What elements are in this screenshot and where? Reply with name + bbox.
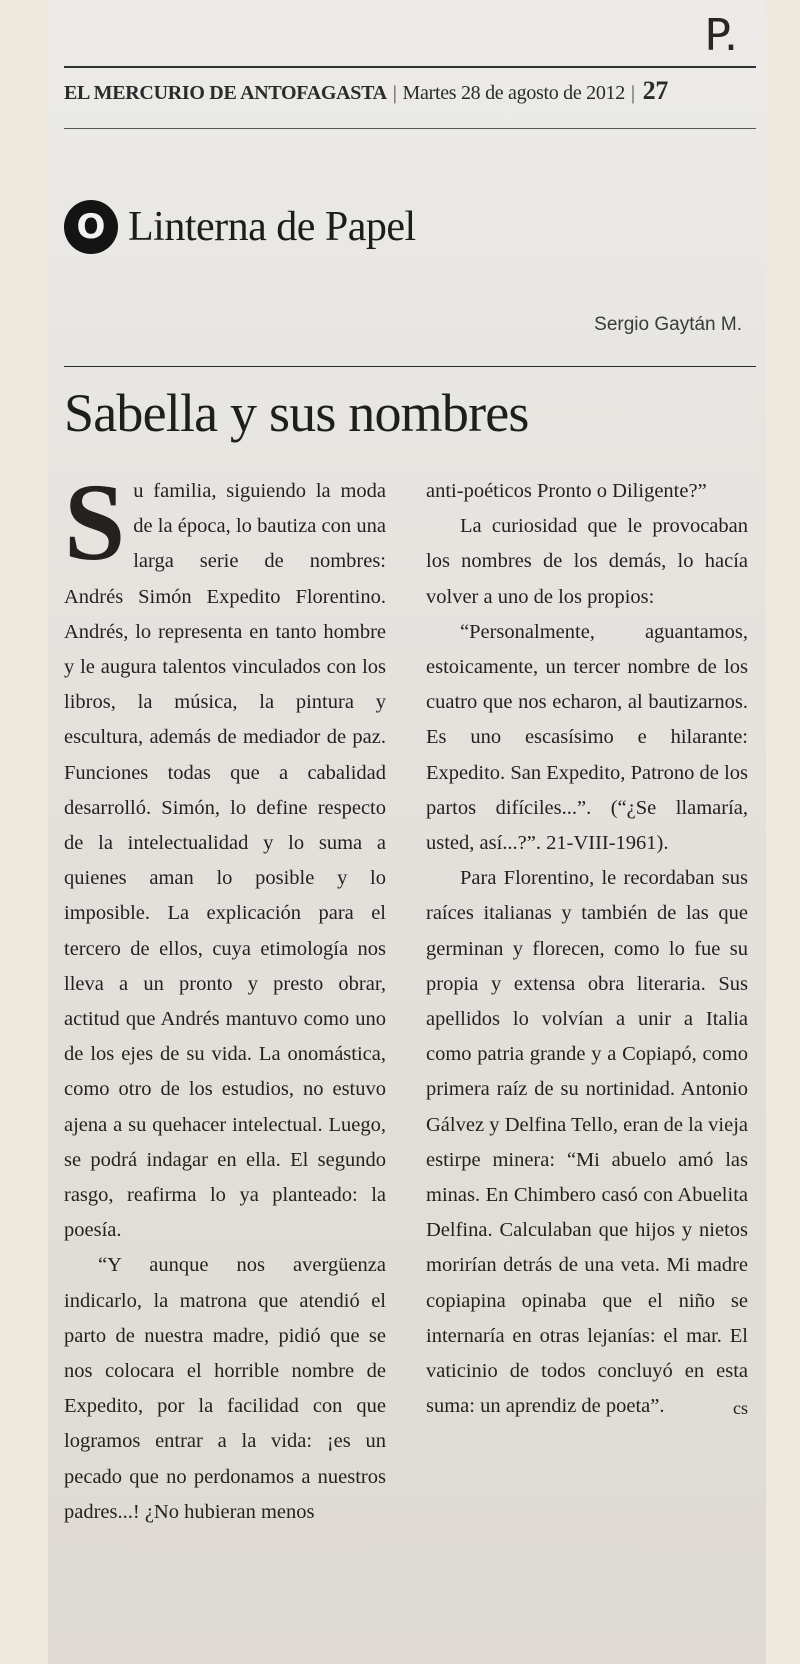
drop-cap: S bbox=[64, 461, 126, 583]
column-left bbox=[64, 461, 386, 1614]
end-mark: cs bbox=[733, 1398, 748, 1419]
paragraph-text: Para Florentino, le recordaban sus raíces italianas y también de las que germinan y florecen, como lo fue su propia y extensa obra literaria. Sus apellidos lo volvían a unir a Italia como patria grande y a Copiapó, como primera raíz de su nortinidad. Antonio Gálvez y Delfina Tello, eran de la vieja estirpe minera: “Mi abuelo amó las minas. En Chimbero casó con Abuelita Delfina. Calculaban que hijos y nietos morirían detrás de una veta. Mi madre copiapina opinaba que el niño se internaría en otras lejanías: el mar. El vaticinio de todos concluyó en esta suma: un aprendiz de poeta”. bbox=[426, 867, 748, 1418]
masthead-rule bbox=[64, 128, 756, 129]
paragraph-text: u familia, siguiendo la moda de la época, lo bautiza con una larga serie de nombres: Andrés Simón Expedito Florentino. Andrés, lo representa en tanto hombre y le augura talentos vinculados con los libros, la música, la pintura y escultura, además de mediador de paz. Funciones todas que a cabalidad desarrolló. Simón, lo define respecto de la intelectualidad y lo suma a quienes aman lo posible y lo imposible. La explicación para el tercero de ellos, cuya etimología nos lleva a un pronto y presto obrar, actitud que Andrés mantuvo como uno de los ejes de su vida. La onomástica, como otro de los estudios, no estuvo ajena a su quehacer intelectual. Luego, se podrá indagar en ella. El segundo rasgo, reafirma lo ya planteado: la poesía. bbox=[64, 480, 386, 1242]
paragraph: “Y aunque nos avergüenza indicarlo, la matrona que atendió el parto de nuestra madre, pidió que se nos colocara el horrible nombre de Expedito, por la facilidad con que logramos entrar a la vida: ¡es un pecado que no perdonamos a nuestros padres...! ¿No hubieran menos bbox=[64, 1254, 386, 1523]
paragraph: La curiosidad que le provocaban los nombres de los demás, lo hacía volver a uno de los propios: bbox=[426, 515, 748, 608]
masthead bbox=[64, 66, 756, 106]
masthead-separator: | bbox=[392, 82, 397, 104]
corner-mark: P. bbox=[704, 10, 738, 61]
paragraph bbox=[426, 861, 748, 1424]
author-byline: Sergio Gaytán M. bbox=[594, 314, 742, 335]
article-body bbox=[64, 461, 764, 1614]
section-title: Linterna de Papel bbox=[128, 204, 416, 250]
section-badge: O bbox=[64, 200, 118, 254]
page-number: 27 bbox=[642, 76, 669, 105]
column-right bbox=[426, 474, 748, 1614]
paragraph: anti-poéticos Pronto o Diligente?” bbox=[426, 480, 707, 502]
newspaper-name: EL MERCURIO DE ANTOFAGASTA bbox=[64, 82, 387, 104]
paragraph: “Personalmente, aguantamos, estoicamente, un tercer nombre de los cuatro que nos echaron, al bautizarnos. Es uno escasísimo e hilarante: Expedito. San Expedito, Patrono de los partos difíciles...”. (“¿Se llamaría, usted, así...?”. 21-VIII-1961). bbox=[426, 620, 748, 855]
article-headline: Sabella y sus nombres bbox=[64, 383, 529, 443]
issue-date: Martes 28 de agosto de 2012 bbox=[402, 82, 625, 104]
headline-rule bbox=[64, 366, 756, 367]
paragraph bbox=[64, 461, 386, 1248]
masthead-separator-2: | bbox=[630, 82, 635, 104]
section-header bbox=[64, 200, 416, 254]
newspaper-clipping bbox=[48, 0, 766, 1664]
